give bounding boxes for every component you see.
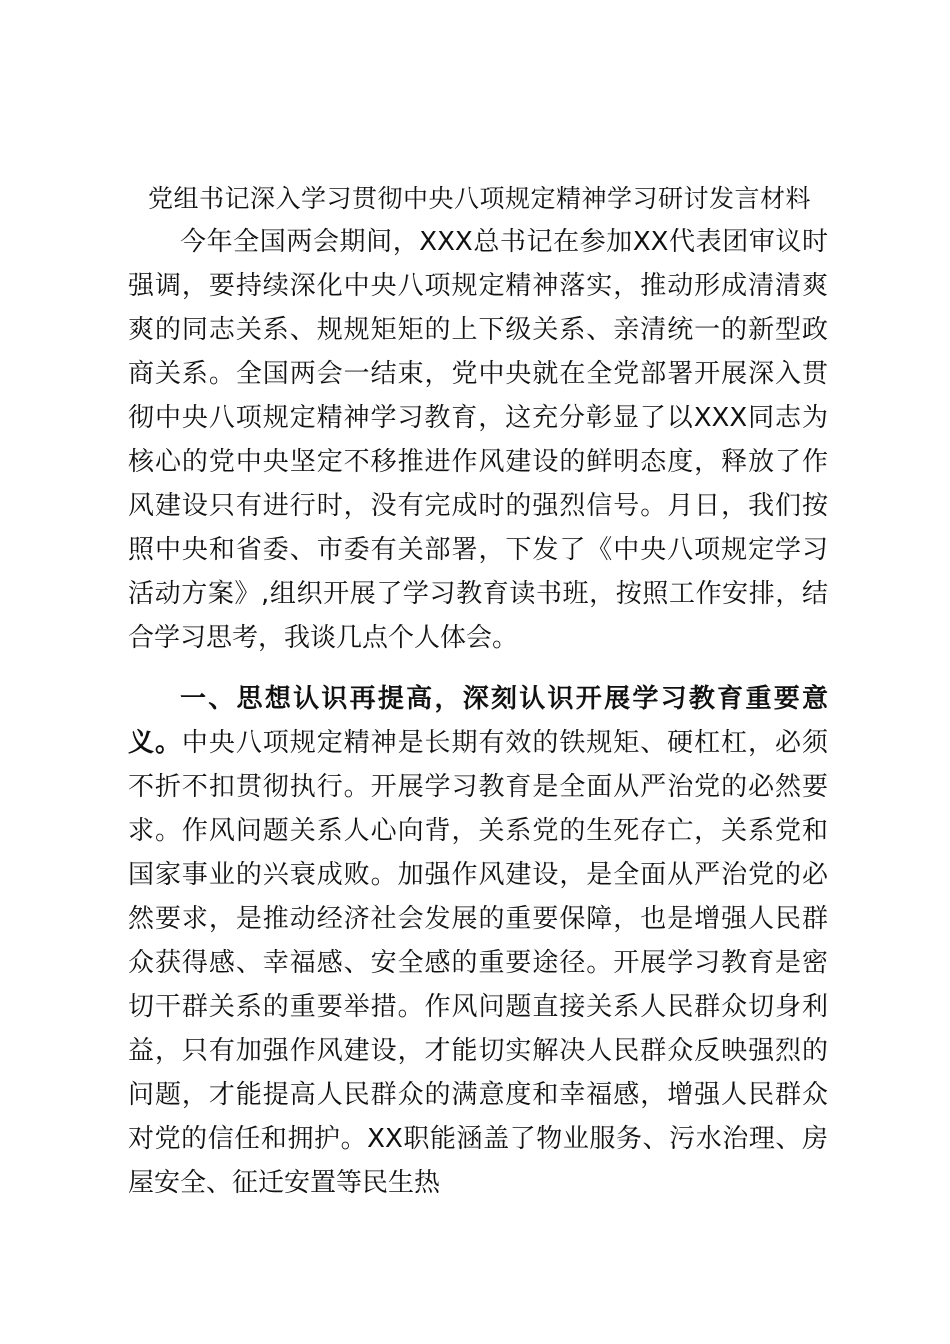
section-heading: 一、思想认识再提高，深刻认识开展学习教育重要意义。 — [128, 684, 828, 758]
document-title: 党组书记深入学习贯彻中央八项规定精神学习研讨发言材料 — [148, 184, 812, 213]
paragraph-section-1-text: 中央八项规定精神是长期有效的铁规矩、硬杠杠，必须不折不扣贯彻执行。开展学习教育是全面从严治党的必然要求。作风问题关系人心向背，关系党的生死存亡，关系党和国家事业的兴衰成败。加强作风建设，是全面从严治党的必然要求，是推动经济社会发展的重要保障，也是增强人民群众获得感、幸福感、安全感的重要途径。开展学习教育是密切干群关系的重要举措。作风问题直接关系人民群众切身利益，只有加强作风建设，才能切实解决人民群众反映强烈的问题，才能提高人民群众的满意度和幸福感，增强人民群众对党的信任和拥护。XX职能涵盖了物业服务、污水治理、房屋安全、征迁安置等民生热 — [128, 728, 828, 1198]
paragraph-section-1 — [128, 677, 828, 1205]
paragraph-intro — [128, 220, 828, 660]
paragraph-intro-text: 今年全国两会期间，XXX总书记在参加XX代表团审议时强调，要持续深化中央八项规定精神落实，推动形成清清爽爽的同志关系、规规矩矩的上下级关系、亲清统一的新型政商关系。全国两会一结束，党中央就在全党部署开展深入贯彻中央八项规定精神学习教育，这充分彰显了以XXX同志为核心的党中央坚定不移推进作风建设的鲜明态度，释放了作风建设只有进行时，没有完成时的强烈信号。月日，我们按照中央和省委、市委有关部署，下发了《中央八项规定学习活动方案》,组织开展了学习教育读书班，按照工作安排，结合学习思考，我谈几点个人体会。 — [128, 227, 828, 653]
